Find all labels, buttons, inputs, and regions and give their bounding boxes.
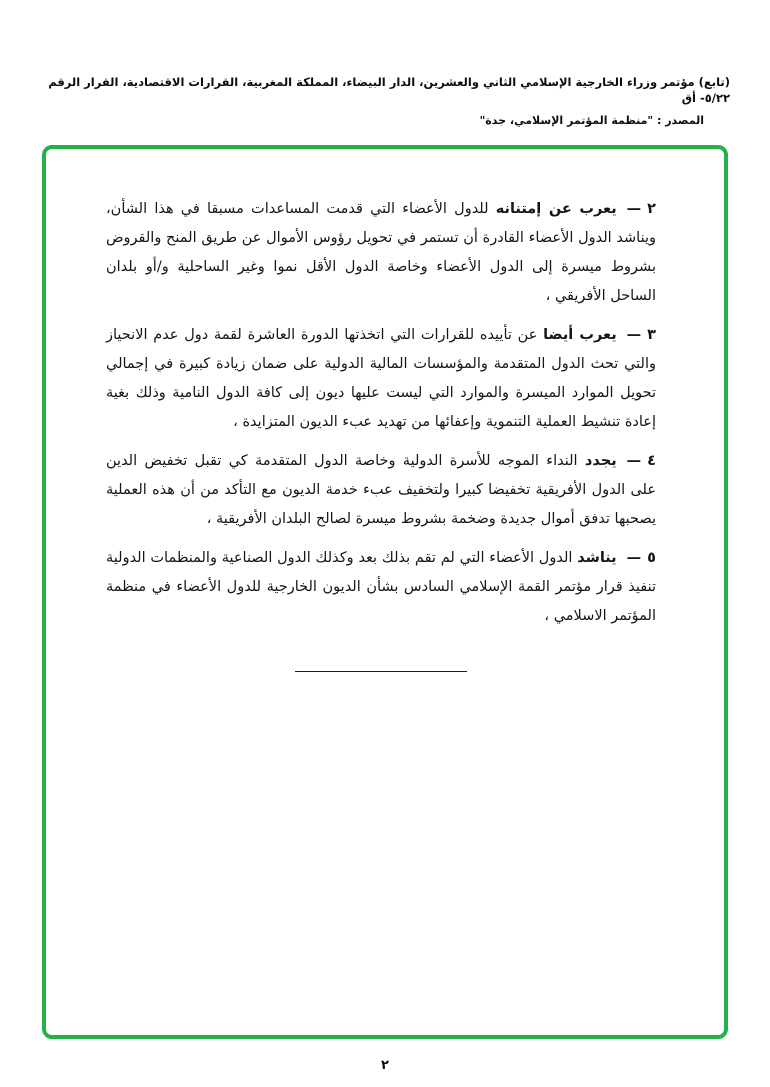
item-number: ٣	[647, 327, 656, 343]
resolution-text-block	[106, 195, 656, 672]
content-frame	[42, 145, 728, 1039]
item-dash: —	[626, 327, 642, 343]
item-text: عن تأييده للقرارات التي اتخذتها الدورة العاشرة لقمة دول عدم الانحياز والتي تحث الدول المتقدمة والمؤسسات المالية الدولية على ضمان زيادة كبيرة في إجمالي تحويل الموارد الميسرة والموارد التي ليست عليها ديون إلى كافة الدول النامية وذلك بغية إعادة تنشيط العملية التنموية وإعفائها من تهديد عبء الديون المتزايدة ،	[106, 327, 656, 430]
page-number: ٢	[381, 1058, 389, 1073]
item-number: ٢	[647, 201, 657, 217]
item-number: ٥	[647, 550, 656, 566]
resolution-item-3	[106, 321, 656, 437]
item-text: النداء الموجه للأسرة الدولية وخاصة الدول المتقدمة كي تقبل تخفيض الدين على الدول الأفريقية تخفيضا كبيرا ولتخفيف عبء خدمة الديون مع التأكد من أن هذه العملية يصحبها تدفق أموال جديدة وضخمة بشروط ميسرة لصالح البلدان الأفريقية ،	[106, 453, 656, 527]
item-dash: —	[626, 201, 642, 217]
section-divider	[295, 671, 467, 672]
item-lead: يناشد	[577, 550, 617, 566]
document-header	[38, 74, 730, 127]
resolution-item-4	[106, 447, 656, 534]
resolution-item-5	[106, 544, 656, 631]
resolution-item-2	[106, 195, 656, 311]
item-lead: يجدد	[584, 453, 617, 469]
header-line-2: المصدر : "منظمة المؤتمر الإسلامي، جدة"	[479, 114, 704, 127]
item-number: ٤	[647, 453, 656, 469]
item-dash: —	[626, 453, 642, 469]
item-text: للدول الأعضاء التي قدمت المساعدات مسبقا في هذا الشأن، ويناشد الدول الأعضاء القادرة أن تستمر في تحويل رؤوس الأموال عن طريق المنح والقروض بشروط ميسرة إلى الدول الأعضاء وخاصة الدول الأقل نموا وغير الساحلية و/أو بلدان الساحل الأفريقي ،	[106, 201, 656, 304]
item-lead: يعرب أيضا	[543, 327, 617, 343]
item-dash: —	[626, 550, 642, 566]
item-lead: يعرب عن إمتنانه	[495, 201, 617, 217]
header-line-1: (تابع) مؤتمر وزراء الخارجية الإسلامي الثاني والعشرين، الدار البيضاء، المملكة المغربية، القرارات الاقتصادية، القرار الرقم ٥/٢٢- أق	[48, 75, 730, 105]
item-text: الدول الأعضاء التي لم تقم بذلك بعد وكذلك الدول الصناعية والمنظمات الدولية تنفيذ قرار مؤتمر القمة الإسلامي السادس بشأن الديون الخارجية للدول الأعضاء في منظمة المؤتمر الاسلامي ،	[106, 550, 656, 624]
